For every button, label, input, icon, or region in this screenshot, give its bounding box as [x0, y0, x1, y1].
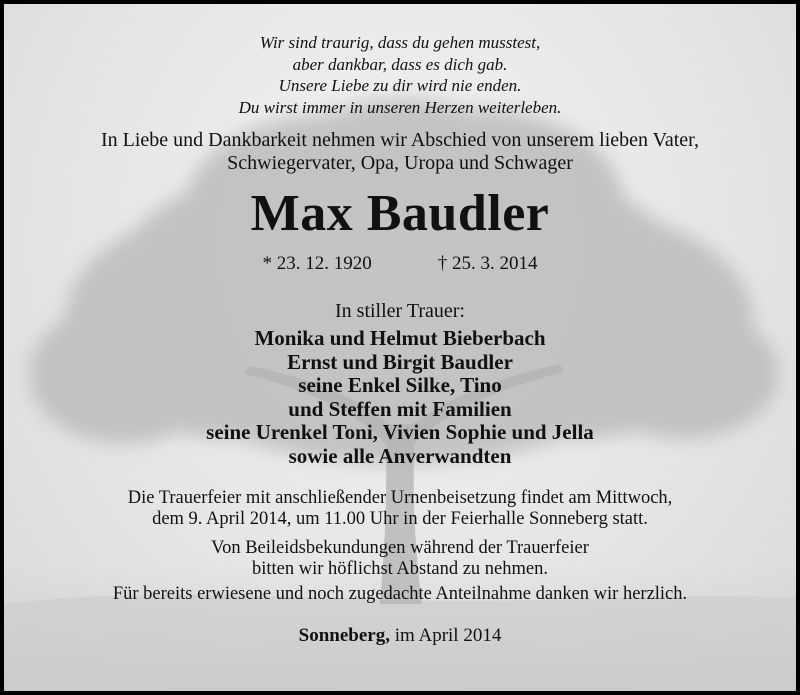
mourners-list [4, 327, 796, 468]
poem [4, 4, 796, 118]
service-line: Die Trauerfeier mit anschließender Urnenbeisetzung findet am Mittwoch, [127, 488, 673, 508]
funeral-service-info [4, 488, 796, 530]
mourner-line: sowie alle Anverwandten [288, 443, 512, 468]
condolence-line: bitten wir höflichst Abstand zu nehmen. [252, 558, 548, 579]
notice-content [4, 4, 796, 647]
footer-place: Sonneberg, [298, 625, 390, 646]
mourner-line: Ernst und Birgit Baudler [287, 349, 513, 374]
poem-line: Unsere Liebe zu dir wird nie enden. [278, 76, 522, 95]
mourner-line: seine Enkel Silke, Tino [298, 373, 502, 397]
poem-line: Du wirst immer in unseren Herzen weiterleben. [238, 97, 562, 117]
farewell-intro [4, 129, 796, 175]
poem-line: aber dankbar, dass es dich gab. [292, 54, 508, 74]
mourner-line: Monika und Helmut Bieberbach [254, 326, 546, 350]
intro-line: Schwiegervater, Opa, Uropa und Schwager [227, 152, 573, 174]
mourner-line: seine Urenkel Toni, Vivien Sophie und Jella [206, 420, 594, 444]
mourning-heading: In stiller Trauer: [335, 300, 465, 322]
deceased-name: Max Baudler [250, 185, 550, 242]
place-date-footer [4, 625, 796, 647]
intro-line: In Liebe und Dankbarkeit nehmen wir Abschied von unserem lieben Vater, [100, 129, 700, 151]
poem-line: Wir sind traurig, dass du gehen musstest, [259, 33, 541, 52]
death-date: † 25. 3. 2014 [437, 253, 538, 274]
condolence-request [4, 538, 796, 579]
service-line: dem 9. April 2014, um 11.00 Uhr in der Feierhalle Sonneberg statt. [152, 509, 648, 529]
footer-date: im April 2014 [394, 625, 502, 646]
thanks-line: Für bereits erwiesene und noch zugedachte Anteilnahme danken wir herzlich. [112, 584, 688, 604]
mourner-line: und Steffen mit Familien [288, 396, 512, 421]
condolence-line: Von Beileidsbekundungen während der Trauerfeier [211, 538, 589, 558]
birth-date: * 23. 12. 1920 [262, 253, 372, 274]
life-dates [4, 252, 796, 276]
